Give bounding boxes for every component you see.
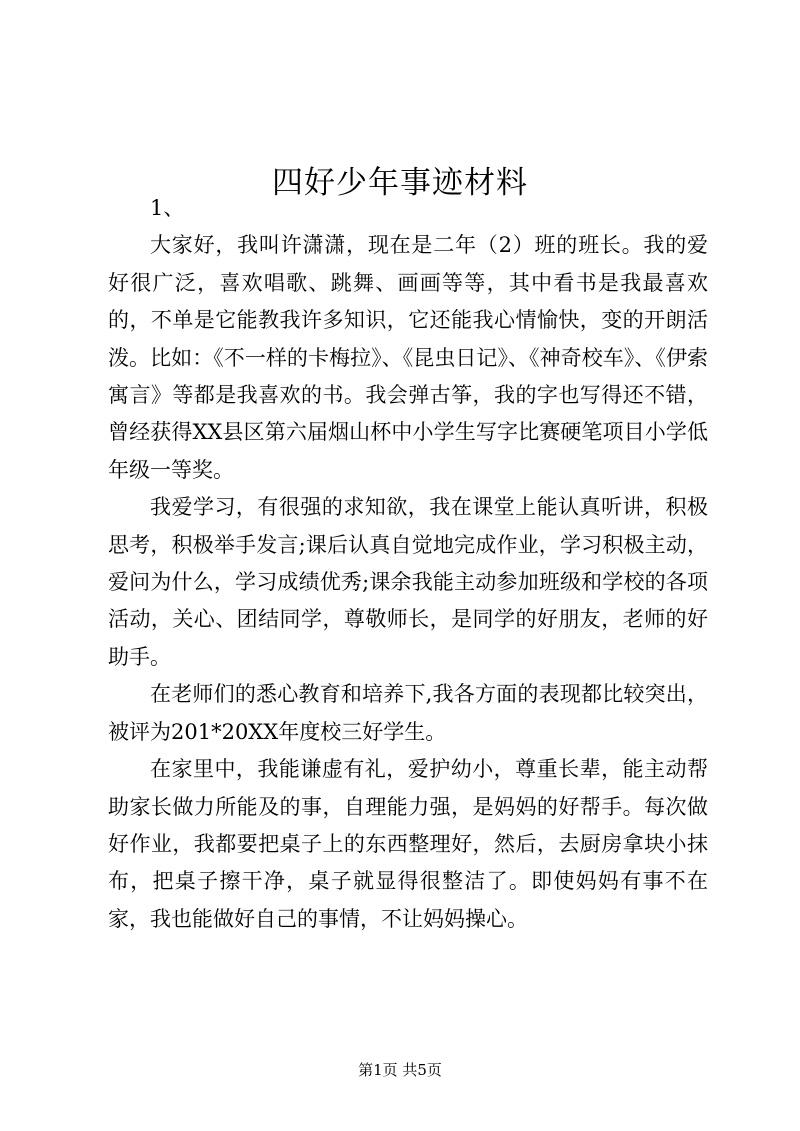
paragraph-introduction: 大家好，我叫许潇潇，现在是二年（2）班的班长。我的爱好很广泛，喜欢唱歌、跳舞、画画等等，其中看书是我最喜欢的，不单是它能教我许多知识，它还能我心情愉快，变的开朗活泼。比如：《不一样的卡梅拉》、《昆虫日记》、《神奇校车》、《伊索寓言》等都是我喜欢的书。我会弹古筝，我的字也写得还不错，曾经获得XX县区第六届烟山杯中小学生写字比赛硬笔项目小学低年级一等奖。	[108, 233, 708, 482]
document-body	[108, 190, 708, 938]
paragraph-study: 我爱学习，有很强的求知欲，我在课堂上能认真听讲，积极思考，积极举手发言;课后认真自觉地完成作业，学习积极主动，爱问为什么，学习成绩优秀;课余我能主动参加班级和学校的各项活动，关心、团结同学，尊敬师长，是同学的好朋友，老师的好助手。	[108, 495, 708, 669]
document-title: 四好少年事迹材料	[272, 164, 528, 201]
page-number-footer: 第1页 共5页	[358, 1061, 442, 1079]
paragraph-number: 1、	[150, 196, 185, 220]
paragraph-award: 在老师们的悉心教育和培养下,我各方面的表现都比较突出，被评为201*20XX年度校三好学生。	[108, 682, 708, 744]
paragraph-home: 在家里中，我能谦虚有礼，爱护幼小，尊重长辈，能主动帮助家长做力所能及的事，自理能力强，是妈妈的好帮手。每次做好作业，我都要把桌子上的东西整理好，然后，去厨房拿块小抹布，把桌子擦干净，桌子就显得很整洁了。即使妈妈有事不在家，我也能做好自己的事情，不让妈妈操心。	[108, 757, 708, 931]
